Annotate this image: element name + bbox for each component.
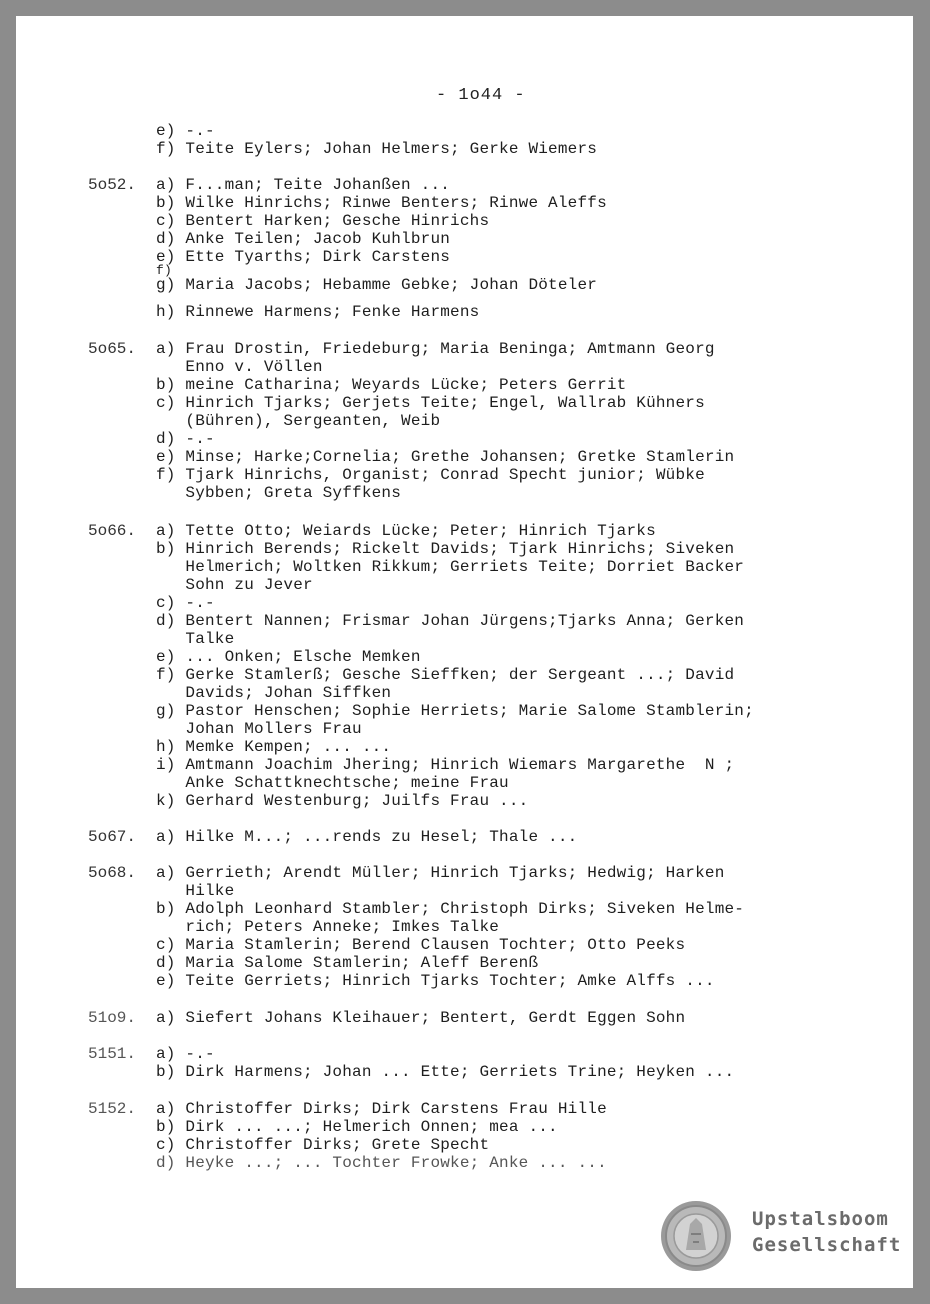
entry-line: c) Maria Stamlerin; Berend Clausen Tochter; Otto Peeks <box>156 936 686 954</box>
entry-line: b) Dirk ... ...; Helmerich Onnen; mea ... <box>156 1118 558 1136</box>
entry-number: 51o9. <box>88 1009 137 1027</box>
entry-line: Davids; Johan Siffken <box>156 684 392 702</box>
page-number: - 1o44 - <box>436 86 526 105</box>
entry-line: Johan Mollers Frau <box>156 720 362 738</box>
entry-line: Talke <box>156 630 235 648</box>
entry-line: c) -.- <box>156 594 215 612</box>
entry-line: f) Tjark Hinrichs, Organist; Conrad Specht junior; Wübke <box>156 466 705 484</box>
entry-line: d) -.- <box>156 430 215 448</box>
entry-line: g) Maria Jacobs; Hebamme Gebke; Johan Döteler <box>156 276 598 294</box>
entry-number: 5o52. <box>88 176 137 194</box>
document-page <box>16 16 913 1288</box>
entry-line: g) Pastor Henschen; Sophie Herriets; Marie Salome Stamblerin; <box>156 702 754 720</box>
entry-line: b) Dirk Harmens; Johan ... Ette; Gerriets Trine; Heyken ... <box>156 1063 735 1081</box>
entry-line: Anke Schattknechtsche; meine Frau <box>156 774 509 792</box>
entry-line: a) Tette Otto; Weiards Lücke; Peter; Hinrich Tjarks <box>156 522 656 540</box>
entry-line: f) <box>156 263 173 278</box>
entry-line: i) Amtmann Joachim Jhering; Hinrich Wiemars Margarethe N ; <box>156 756 735 774</box>
entry-line: a) -.- <box>156 1045 215 1063</box>
logo-line-1: Upstalsboom <box>752 1208 889 1230</box>
entry-line: (Bühren), Sergeanten, Weib <box>156 412 441 430</box>
entry-line: a) Hilke M...; ...rends zu Hesel; Thale ... <box>156 828 578 846</box>
entry-line: d) Bentert Nannen; Frismar Johan Jürgens;Tjarks Anna; Gerken <box>156 612 745 630</box>
entry-line: a) Frau Drostin, Friedeburg; Maria Beninga; Amtmann Georg <box>156 340 715 358</box>
entry-line: d) Heyke ...; ... Tochter Frowke; Anke ... ... <box>156 1154 607 1172</box>
entry-line: Enno v. Völlen <box>156 358 323 376</box>
entry-line: b) Hinrich Berends; Rickelt Davids; Tjark Hinrichs; Siveken <box>156 540 735 558</box>
entry-number: 5o65. <box>88 340 137 358</box>
entry-number: 5151. <box>88 1045 137 1063</box>
entry-line: a) Gerrieth; Arendt Müller; Hinrich Tjarks; Hedwig; Harken <box>156 864 725 882</box>
entry-line: e) ... Onken; Elsche Memken <box>156 648 421 666</box>
entry-line: c) Christoffer Dirks; Grete Specht <box>156 1136 490 1154</box>
entry-line: Sybben; Greta Syffkens <box>156 484 402 502</box>
entry-line: b) meine Catharina; Weyards Lücke; Peters Gerrit <box>156 376 627 394</box>
entry-line: e) Teite Gerriets; Hinrich Tjarks Tochter; Amke Alffs ... <box>156 972 715 990</box>
entry-line: h) Memke Kempen; ... ... <box>156 738 392 756</box>
entry-line: Sohn zu Jever <box>156 576 313 594</box>
entry-line: f) Teite Eylers; Johan Helmers; Gerke Wiemers <box>156 140 598 158</box>
seal-icon <box>660 1200 732 1272</box>
entry-line: Hilke <box>156 882 235 900</box>
entry-number: 5o67. <box>88 828 137 846</box>
entry-line: c) Bentert Harken; Gesche Hinrichs <box>156 212 490 230</box>
entry-line: a) F...man; Teite Johanßen ... <box>156 176 451 194</box>
entry-line: f) Gerke Stamlerß; Gesche Sieffken; der Sergeant ...; David <box>156 666 735 684</box>
entry-line: d) Anke Teilen; Jacob Kuhlbrun <box>156 230 451 248</box>
entry-line: a) Christoffer Dirks; Dirk Carstens Frau Hille <box>156 1100 607 1118</box>
logo-line-2: Gesellschaft <box>752 1234 902 1256</box>
entry-line: k) Gerhard Westenburg; Juilfs Frau ... <box>156 792 529 810</box>
entry-line: b) Wilke Hinrichs; Rinwe Benters; Rinwe Aleffs <box>156 194 607 212</box>
entry-line: rich; Peters Anneke; Imkes Talke <box>156 918 500 936</box>
entry-line: h) Rinnewe Harmens; Fenke Harmens <box>156 303 480 321</box>
entry-line: a) Siefert Johans Kleihauer; Bentert, Gerdt Eggen Sohn <box>156 1009 686 1027</box>
entry-line: e) -.- <box>156 122 215 140</box>
entry-line: Helmerich; Woltken Rikkum; Gerriets Teite; Dorriet Backer <box>156 558 745 576</box>
entry-line: c) Hinrich Tjarks; Gerjets Teite; Engel, Wallrab Kühners <box>156 394 705 412</box>
entry-number: 5152. <box>88 1100 137 1118</box>
entry-number: 5o68. <box>88 864 137 882</box>
entry-number: 5o66. <box>88 522 137 540</box>
entry-line: e) Ette Tyarths; Dirk Carstens <box>156 248 451 266</box>
entry-line: e) Minse; Harke;Cornelia; Grethe Johansen; Gretke Stamlerin <box>156 448 735 466</box>
entry-line: d) Maria Salome Stamlerin; Aleff Berenß <box>156 954 539 972</box>
upstalsboom-logo <box>660 1200 910 1280</box>
entry-line: b) Adolph Leonhard Stambler; Christoph Dirks; Siveken Helme- <box>156 900 745 918</box>
